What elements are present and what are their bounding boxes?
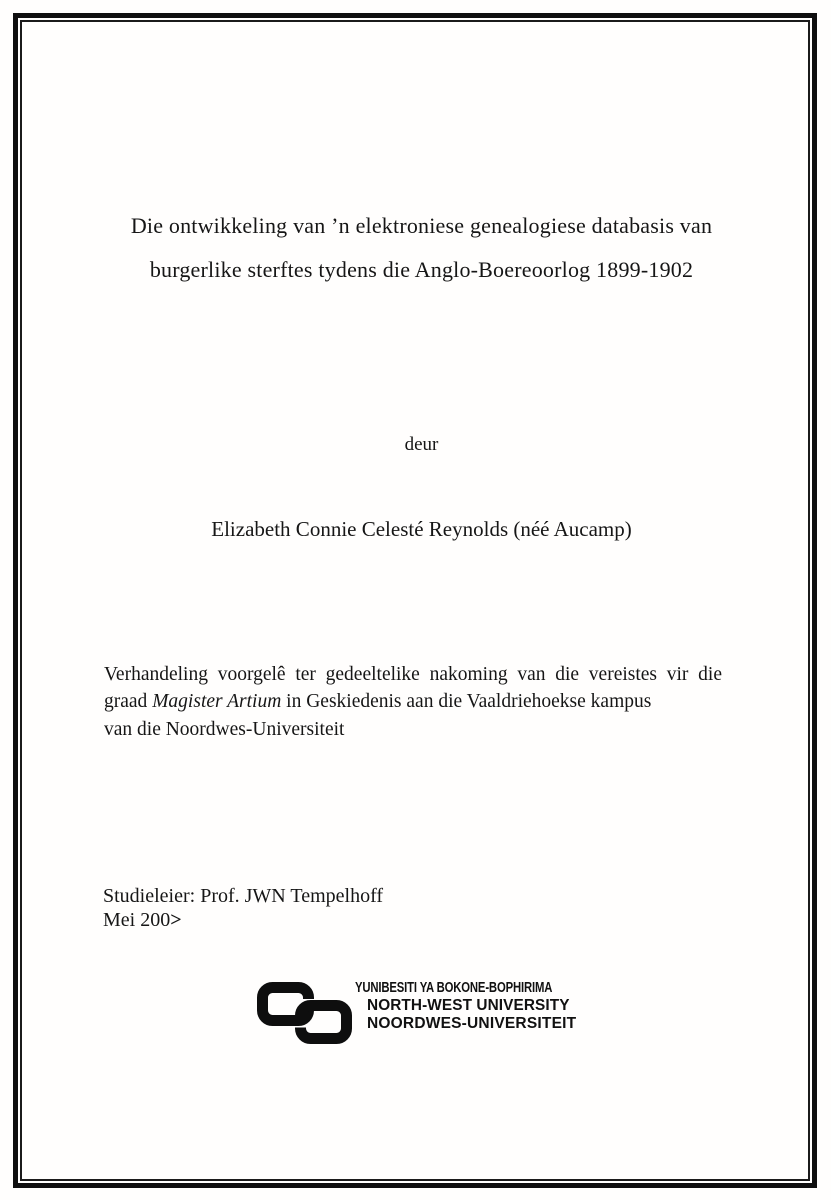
thesis-title-line1: Die ontwikkeling van ’n elektroniese genealogiese databasis van	[130, 213, 713, 238]
author-name: Elizabeth Connie Celesté Reynolds (néé Aucamp)	[211, 517, 632, 541]
byline-deur: deur	[404, 434, 439, 455]
degree-statement-line2-suffix: in Geskiedenis aan die Vaaldriehoekse kampus	[281, 691, 652, 713]
logo-line-english: NORTH-WEST UNIVERSITY	[367, 997, 570, 1014]
degree-statement-line2-prefix: graad	[104, 691, 153, 713]
logo-line-afrikaans: NOORDWES-UNIVERSITEIT	[367, 1015, 577, 1032]
degree-name-italic: Magister Artium	[152, 691, 282, 713]
date-last-digit-glyph: >	[170, 908, 181, 931]
date-text: Mei 200	[103, 908, 171, 931]
degree-statement-line3: van die Noordwes-Universiteit	[104, 718, 345, 740]
logo-line-setswana: YUNIBESITI YA BOKONE-BOPHIRIMA	[355, 980, 553, 996]
supervisor-line: Studieleier: Prof. JWN Tempelhoff	[103, 885, 384, 907]
university-logo-text	[257, 979, 587, 1049]
degree-statement	[104, 661, 722, 743]
date-line	[103, 909, 383, 933]
supervisor-block	[103, 885, 383, 932]
university-logo	[257, 979, 587, 1049]
degree-statement-line2	[104, 688, 722, 715]
thesis-title-line2: burgerlike sterftes tydens die Anglo-Boereoorlog 1899-1902	[149, 257, 694, 282]
degree-statement-line1: Verhandeling voorgelê ter gedeeltelike nakoming van die vereistes vir die	[104, 664, 722, 685]
